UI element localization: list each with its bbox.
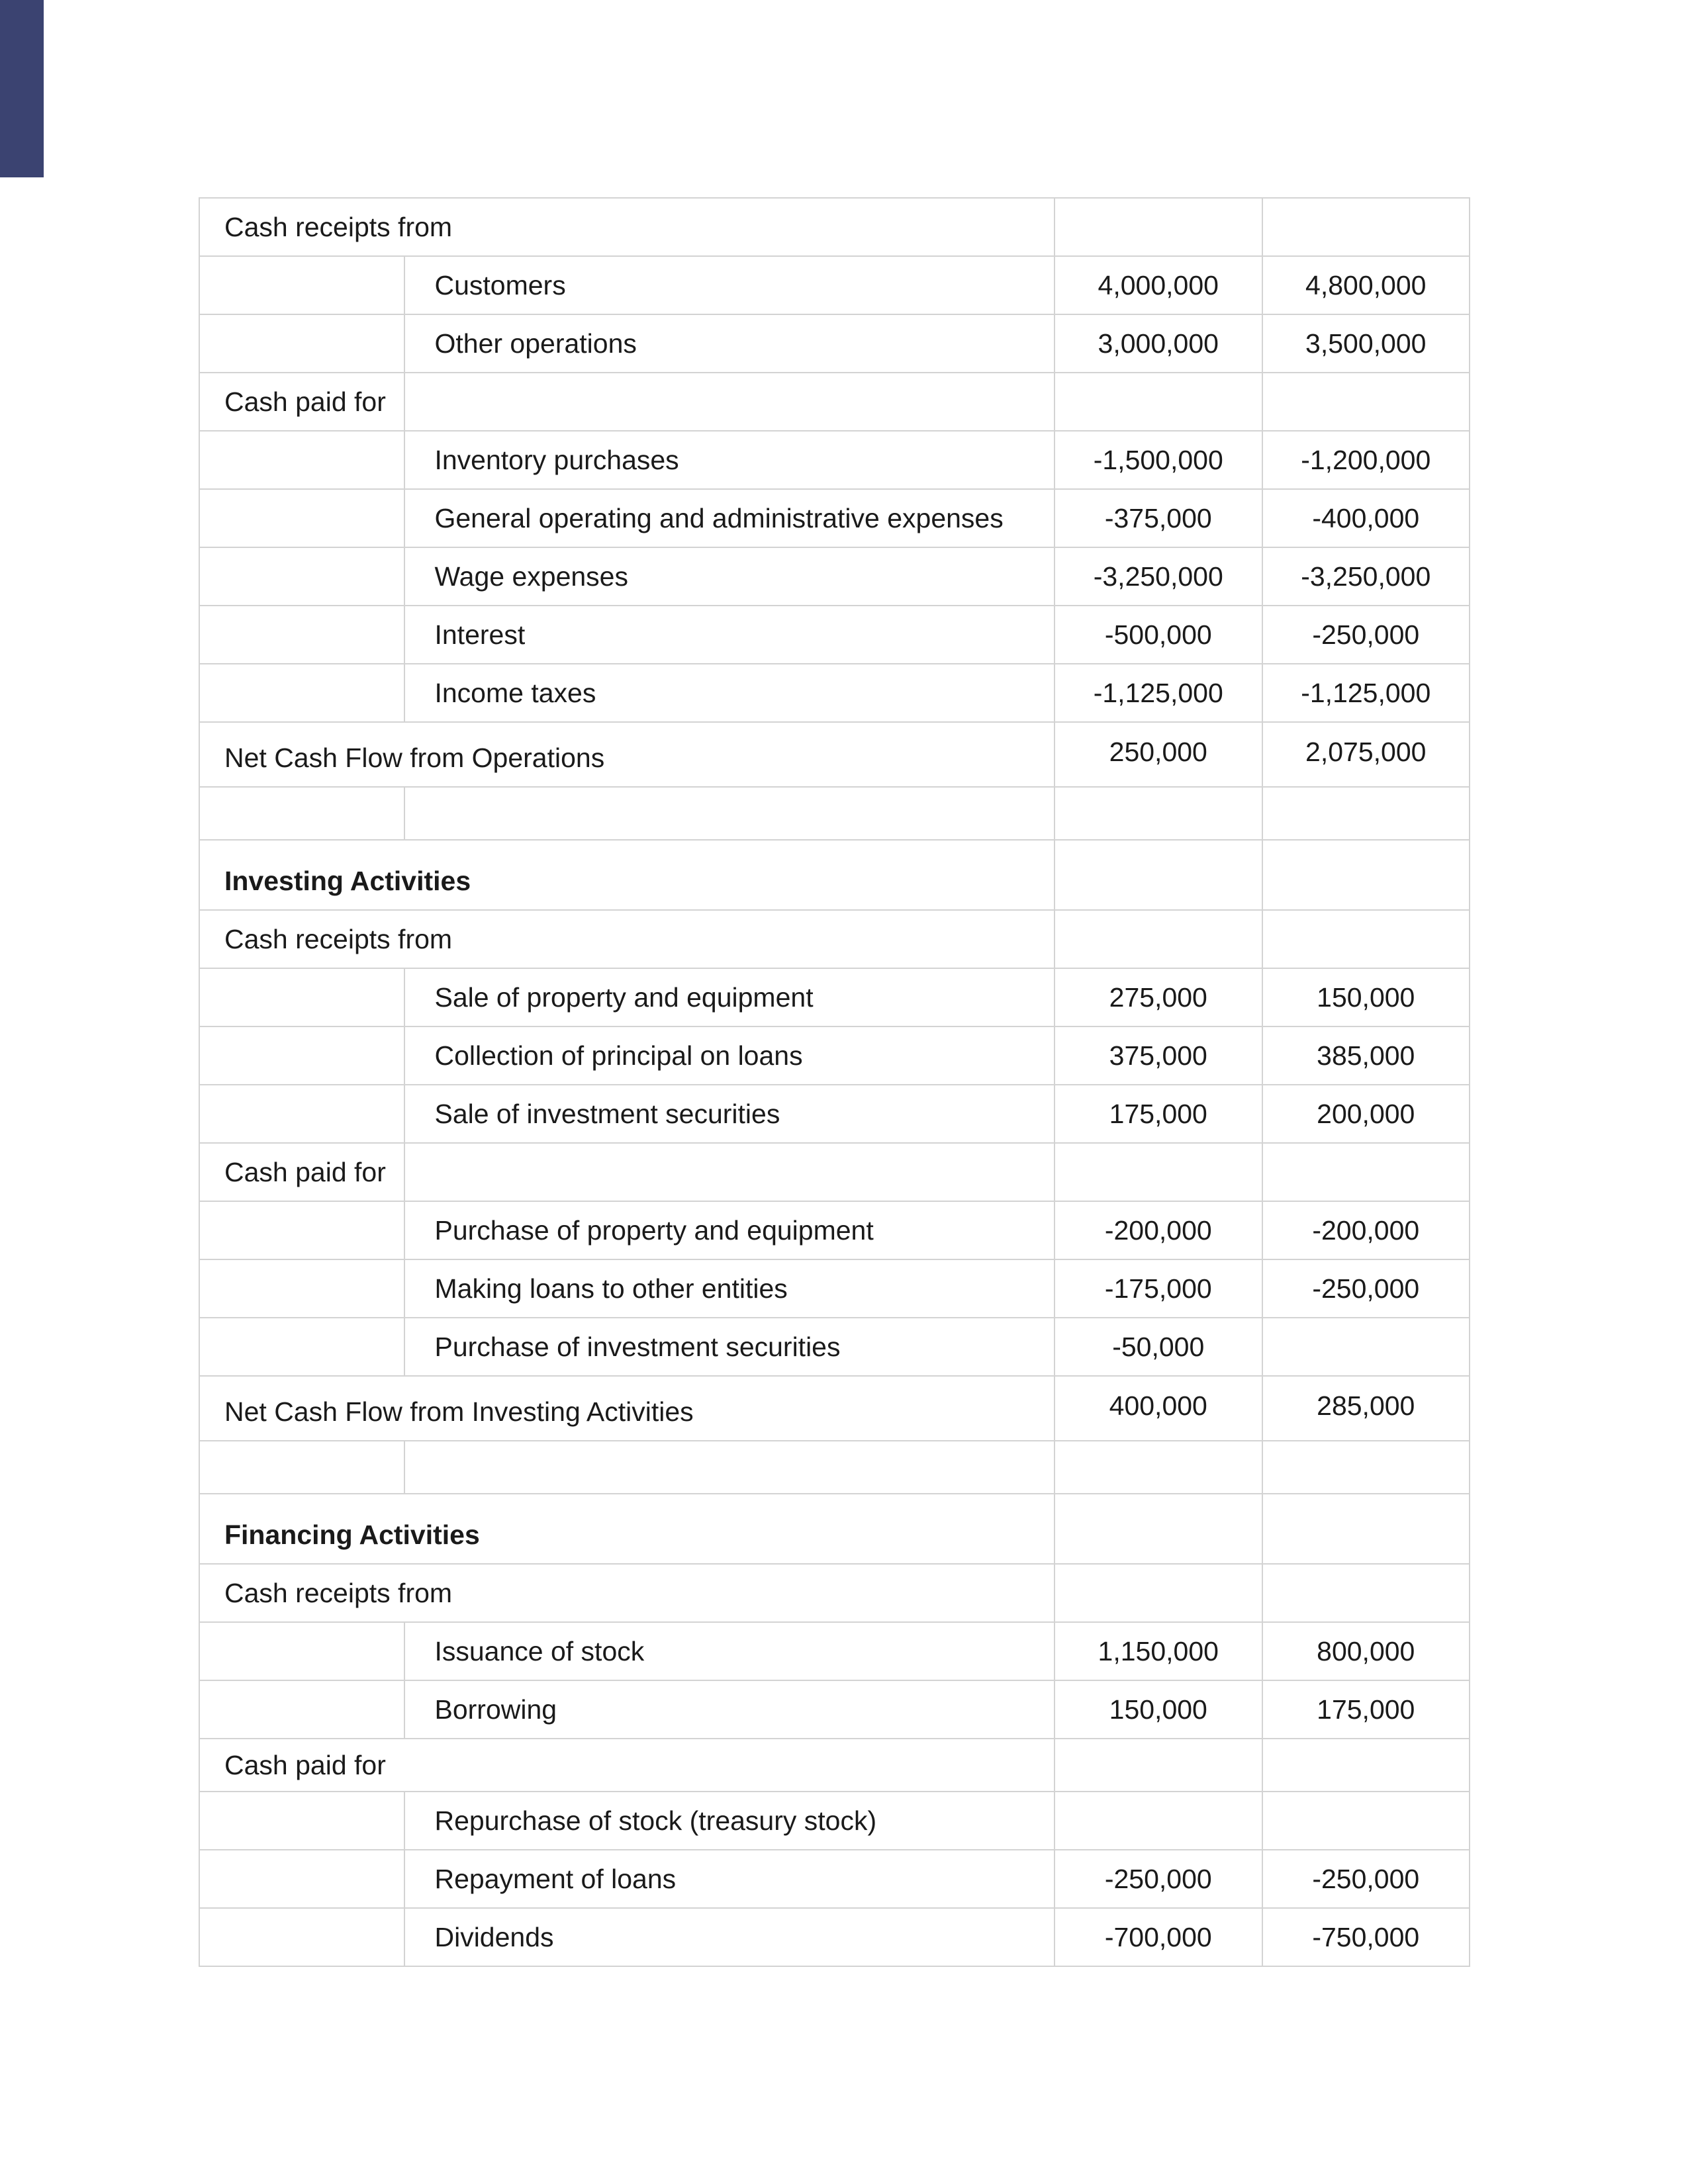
table-row <box>199 1259 1470 1318</box>
table-row <box>199 1201 1470 1259</box>
section-label: Cash paid for <box>199 1739 1055 1792</box>
year-1-value <box>1055 1792 1262 1850</box>
table-row <box>199 1143 1470 1201</box>
table-row <box>199 1850 1470 1908</box>
line-item-label: Sale of investment securities <box>404 1085 1055 1143</box>
year-1-value: -250,000 <box>1055 1850 1262 1908</box>
year-2-value: 285,000 <box>1262 1376 1470 1441</box>
table-row <box>199 256 1470 314</box>
section-label: Cash receipts from <box>199 1564 1055 1622</box>
year-1-value: 3,000,000 <box>1055 314 1262 373</box>
table-row <box>199 787 1470 840</box>
line-item-label: Repayment of loans <box>404 1850 1055 1908</box>
year-1-value: 250,000 <box>1055 722 1262 787</box>
line-item-label: Income taxes <box>404 664 1055 722</box>
table-row <box>199 1376 1470 1441</box>
table-row <box>199 1494 1470 1564</box>
year-1-value: 4,000,000 <box>1055 256 1262 314</box>
year-1-value: 275,000 <box>1055 968 1262 1026</box>
year-1-value: -200,000 <box>1055 1201 1262 1259</box>
year-1-value: 175,000 <box>1055 1085 1262 1143</box>
year-1-value: -700,000 <box>1055 1908 1262 1966</box>
year-1-value: 400,000 <box>1055 1376 1262 1441</box>
table-row <box>199 1739 1470 1792</box>
line-item-label: Repurchase of stock (treasury stock) <box>404 1792 1055 1850</box>
page-corner-tab <box>0 0 44 177</box>
section-label: Cash receipts from <box>199 910 1055 968</box>
table-row <box>199 1622 1470 1680</box>
line-item-label: General operating and administrative expenses <box>404 489 1055 547</box>
year-1-value: -1,500,000 <box>1055 431 1262 489</box>
year-2-value: -400,000 <box>1262 489 1470 547</box>
table-row <box>199 1318 1470 1376</box>
table-row <box>199 547 1470 606</box>
section-label: Cash receipts from <box>199 198 1055 256</box>
table-row <box>199 840 1470 910</box>
table-row <box>199 373 1470 431</box>
year-2-value <box>1262 1318 1470 1376</box>
table-row <box>199 1026 1470 1085</box>
year-2-value: 3,500,000 <box>1262 314 1470 373</box>
year-2-value: -3,250,000 <box>1262 547 1470 606</box>
year-2-value: -250,000 <box>1262 606 1470 664</box>
line-item-label: Wage expenses <box>404 547 1055 606</box>
year-1-value: -175,000 <box>1055 1259 1262 1318</box>
table-row <box>199 968 1470 1026</box>
table-row <box>199 910 1470 968</box>
year-2-value: -1,200,000 <box>1262 431 1470 489</box>
table-row <box>199 1564 1470 1622</box>
section-label: Cash paid for <box>199 1143 404 1201</box>
table-row <box>199 1792 1470 1850</box>
line-item-label: Sale of property and equipment <box>404 968 1055 1026</box>
year-2-value: 4,800,000 <box>1262 256 1470 314</box>
year-1-value: -1,125,000 <box>1055 664 1262 722</box>
line-item-label: Purchase of investment securities <box>404 1318 1055 1376</box>
line-item-label: Borrowing <box>404 1680 1055 1739</box>
table-row <box>199 606 1470 664</box>
line-item-label: Purchase of property and equipment <box>404 1201 1055 1259</box>
year-2-value: -200,000 <box>1262 1201 1470 1259</box>
net-cash-flow-label: Net Cash Flow from Operations <box>199 722 1055 787</box>
table-row <box>199 1908 1470 1966</box>
year-1-value: 1,150,000 <box>1055 1622 1262 1680</box>
year-2-value: 385,000 <box>1262 1026 1470 1085</box>
year-2-value <box>1262 1792 1470 1850</box>
table-row <box>199 431 1470 489</box>
year-1-value: -50,000 <box>1055 1318 1262 1376</box>
line-item-label: Customers <box>404 256 1055 314</box>
table-row <box>199 1085 1470 1143</box>
table-row <box>199 722 1470 787</box>
year-2-value: 800,000 <box>1262 1622 1470 1680</box>
section-label: Cash paid for <box>199 373 404 431</box>
year-1-value: -3,250,000 <box>1055 547 1262 606</box>
table-row <box>199 489 1470 547</box>
year-2-value: -250,000 <box>1262 1850 1470 1908</box>
year-2-value: -250,000 <box>1262 1259 1470 1318</box>
year-1-value: 375,000 <box>1055 1026 1262 1085</box>
section-heading: Investing Activities <box>199 840 1055 910</box>
table-row <box>199 314 1470 373</box>
table-row <box>199 1680 1470 1739</box>
line-item-label: Dividends <box>404 1908 1055 1966</box>
line-item-label: Issuance of stock <box>404 1622 1055 1680</box>
year-2-value: -1,125,000 <box>1262 664 1470 722</box>
line-item-label: Collection of principal on loans <box>404 1026 1055 1085</box>
line-item-label: Other operations <box>404 314 1055 373</box>
net-cash-flow-label: Net Cash Flow from Investing Activities <box>199 1376 1055 1441</box>
line-item-label: Inventory purchases <box>404 431 1055 489</box>
year-2-value: 150,000 <box>1262 968 1470 1026</box>
year-2-value: 2,075,000 <box>1262 722 1470 787</box>
year-1-value: 150,000 <box>1055 1680 1262 1739</box>
table-row <box>199 198 1470 256</box>
line-item-label: Making loans to other entities <box>404 1259 1055 1318</box>
line-item-label: Interest <box>404 606 1055 664</box>
section-heading: Financing Activities <box>199 1494 1055 1564</box>
year-2-value: 175,000 <box>1262 1680 1470 1739</box>
table-row <box>199 1441 1470 1494</box>
year-2-value: 200,000 <box>1262 1085 1470 1143</box>
year-2-value: -750,000 <box>1262 1908 1470 1966</box>
year-1-value: -375,000 <box>1055 489 1262 547</box>
table-row <box>199 664 1470 722</box>
cash-flow-table <box>199 197 1470 1967</box>
year-1-value: -500,000 <box>1055 606 1262 664</box>
